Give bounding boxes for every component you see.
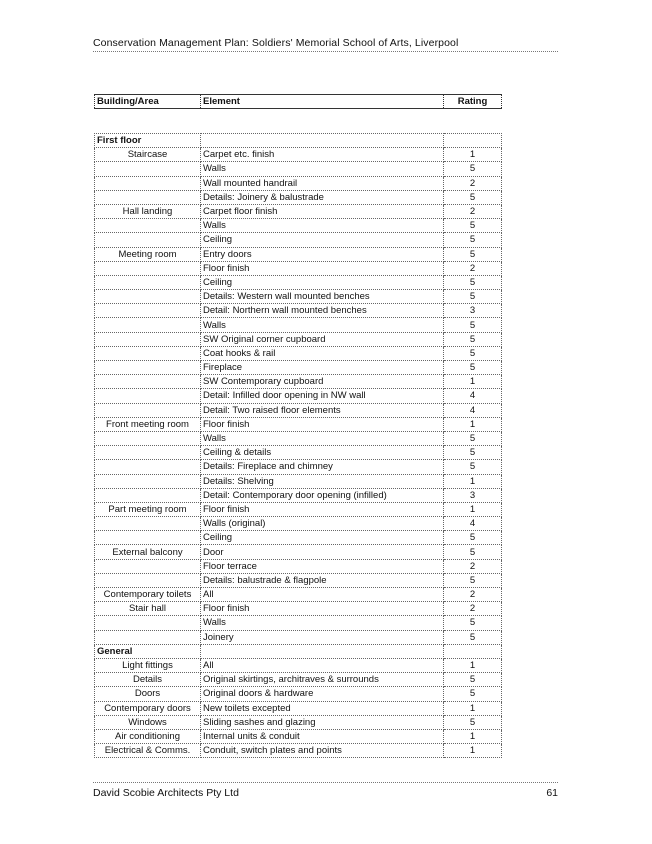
- table-row: [95, 190, 502, 204]
- table-row: [95, 417, 502, 431]
- element-cell: Carpet etc. finish: [201, 148, 444, 162]
- element-cell: SW Contemporary cupboard: [201, 375, 444, 389]
- element-cell: Details: balustrade & flagpole: [201, 573, 444, 587]
- element-cell: Floor finish: [201, 602, 444, 616]
- area-cell: [95, 190, 201, 204]
- rating-cell: 5: [444, 687, 502, 701]
- area-cell: Windows: [95, 715, 201, 729]
- element-cell: Floor finish: [201, 417, 444, 431]
- element-cell: All: [201, 588, 444, 602]
- column-header-rating: Rating: [444, 95, 502, 109]
- area-cell: [95, 332, 201, 346]
- area-cell: [95, 346, 201, 360]
- table-row: [95, 460, 502, 474]
- column-header-row: [95, 95, 502, 109]
- element-cell: Ceiling: [201, 275, 444, 289]
- table-row: [95, 389, 502, 403]
- table-row: [95, 729, 502, 743]
- area-cell: [95, 233, 201, 247]
- area-cell: [95, 261, 201, 275]
- rating-cell: 2: [444, 559, 502, 573]
- element-cell: Wall mounted handrail: [201, 176, 444, 190]
- element-cell: Floor terrace: [201, 559, 444, 573]
- ratings-table-body: [95, 134, 502, 758]
- rating-cell: 2: [444, 261, 502, 275]
- table-row: [95, 531, 502, 545]
- element-cell: Original skirtings, architraves & surrounds: [201, 673, 444, 687]
- area-cell: Light fittings: [95, 658, 201, 672]
- table-row: [95, 247, 502, 261]
- table-row: [95, 318, 502, 332]
- area-cell: [95, 389, 201, 403]
- area-cell: [95, 488, 201, 502]
- table-row: [95, 233, 502, 247]
- rating-cell: 5: [444, 247, 502, 261]
- area-cell: [95, 559, 201, 573]
- rating-cell: 5: [444, 431, 502, 445]
- table-row: [95, 375, 502, 389]
- rating-cell: 5: [444, 616, 502, 630]
- table-row: [95, 474, 502, 488]
- rating-cell: 1: [444, 502, 502, 516]
- element-cell: Ceiling: [201, 531, 444, 545]
- rating-cell: 4: [444, 389, 502, 403]
- rating-cell: 5: [444, 545, 502, 559]
- section-row: [95, 644, 502, 658]
- table-row: [95, 304, 502, 318]
- rating-cell: 2: [444, 588, 502, 602]
- area-cell: Hall landing: [95, 204, 201, 218]
- rating-cell: 3: [444, 304, 502, 318]
- rating-cell: 4: [444, 517, 502, 531]
- element-cell: Walls: [201, 162, 444, 176]
- table-row: [95, 162, 502, 176]
- element-cell: Walls: [201, 616, 444, 630]
- area-cell: [95, 176, 201, 190]
- rating-cell: [444, 134, 502, 148]
- rating-cell: 1: [444, 744, 502, 758]
- rating-cell: 5: [444, 233, 502, 247]
- element-cell: Ceiling: [201, 233, 444, 247]
- area-cell: [95, 446, 201, 460]
- element-cell: SW Original corner cupboard: [201, 332, 444, 346]
- element-cell: [201, 644, 444, 658]
- area-cell: [95, 290, 201, 304]
- area-cell: [95, 630, 201, 644]
- rating-cell: 2: [444, 204, 502, 218]
- table-row: [95, 687, 502, 701]
- rating-cell: 1: [444, 148, 502, 162]
- element-cell: Door: [201, 545, 444, 559]
- element-cell: Details: Shelving: [201, 474, 444, 488]
- area-cell: [95, 431, 201, 445]
- area-cell: [95, 531, 201, 545]
- rating-cell: 5: [444, 190, 502, 204]
- element-cell: Joinery: [201, 630, 444, 644]
- rating-cell: 5: [444, 460, 502, 474]
- area-cell: First floor: [95, 134, 201, 148]
- element-cell: Internal units & conduit: [201, 729, 444, 743]
- table-row: [95, 446, 502, 460]
- table-row: [95, 403, 502, 417]
- area-cell: Electrical & Comms.: [95, 744, 201, 758]
- table-row: [95, 517, 502, 531]
- rating-cell: 1: [444, 658, 502, 672]
- page-header: Conservation Management Plan: Soldiers' Memorial School of Arts, Liverpool: [93, 37, 558, 52]
- area-cell: External balcony: [95, 545, 201, 559]
- table-row: [95, 332, 502, 346]
- element-cell: Original doors & hardware: [201, 687, 444, 701]
- rating-cell: 5: [444, 361, 502, 375]
- column-header-building: Building/Area: [95, 95, 201, 109]
- element-cell: Fireplace: [201, 361, 444, 375]
- area-cell: [95, 517, 201, 531]
- area-cell: Stair hall: [95, 602, 201, 616]
- rating-cell: 5: [444, 673, 502, 687]
- element-cell: Entry doors: [201, 247, 444, 261]
- element-cell: Detail: Two raised floor elements: [201, 403, 444, 417]
- table-row: [95, 431, 502, 445]
- rating-cell: 4: [444, 403, 502, 417]
- area-cell: Details: [95, 673, 201, 687]
- area-cell: [95, 318, 201, 332]
- rating-cell: 5: [444, 531, 502, 545]
- rating-cell: 5: [444, 219, 502, 233]
- rating-cell: 3: [444, 488, 502, 502]
- table-row: [95, 559, 502, 573]
- area-cell: Front meeting room: [95, 417, 201, 431]
- rating-cell: 5: [444, 332, 502, 346]
- element-cell: Floor finish: [201, 261, 444, 275]
- table-row: [95, 602, 502, 616]
- table-row: [95, 148, 502, 162]
- table-row: [95, 176, 502, 190]
- rating-cell: [444, 644, 502, 658]
- area-cell: [95, 616, 201, 630]
- area-cell: Staircase: [95, 148, 201, 162]
- rating-cell: 5: [444, 630, 502, 644]
- table-row: [95, 658, 502, 672]
- table-row: [95, 588, 502, 602]
- column-header-table: [94, 94, 502, 109]
- area-cell: [95, 361, 201, 375]
- area-cell: [95, 304, 201, 318]
- element-cell: Walls (original): [201, 517, 444, 531]
- table-row: [95, 673, 502, 687]
- element-cell: Carpet floor finish: [201, 204, 444, 218]
- area-cell: [95, 275, 201, 289]
- rating-cell: 5: [444, 162, 502, 176]
- element-cell: [201, 134, 444, 148]
- element-cell: Coat hooks & rail: [201, 346, 444, 360]
- rating-cell: 5: [444, 446, 502, 460]
- area-cell: Contemporary doors: [95, 701, 201, 715]
- ratings-table: [94, 133, 502, 758]
- rating-cell: 1: [444, 701, 502, 715]
- area-cell: [95, 474, 201, 488]
- table-row: [95, 573, 502, 587]
- element-cell: Details: Fireplace and chimney: [201, 460, 444, 474]
- element-cell: Walls: [201, 318, 444, 332]
- area-cell: [95, 573, 201, 587]
- element-cell: Detail: Infilled door opening in NW wall: [201, 389, 444, 403]
- rating-cell: 1: [444, 375, 502, 389]
- element-cell: Detail: Northern wall mounted benches: [201, 304, 444, 318]
- area-cell: [95, 375, 201, 389]
- element-cell: Walls: [201, 219, 444, 233]
- table-row: [95, 275, 502, 289]
- area-cell: General: [95, 644, 201, 658]
- area-cell: [95, 403, 201, 417]
- table-row: [95, 361, 502, 375]
- table-row: [95, 261, 502, 275]
- area-cell: [95, 162, 201, 176]
- rating-cell: 2: [444, 176, 502, 190]
- rating-cell: 5: [444, 275, 502, 289]
- rating-cell: 1: [444, 474, 502, 488]
- table-row: [95, 488, 502, 502]
- section-row: [95, 134, 502, 148]
- table-row: [95, 616, 502, 630]
- table-row: [95, 630, 502, 644]
- rating-cell: 1: [444, 729, 502, 743]
- area-cell: Part meeting room: [95, 502, 201, 516]
- element-cell: Ceiling & details: [201, 446, 444, 460]
- footer-company: David Scobie Architects Pty Ltd: [93, 787, 239, 799]
- area-cell: [95, 219, 201, 233]
- element-cell: Conduit, switch plates and points: [201, 744, 444, 758]
- rating-cell: 5: [444, 715, 502, 729]
- rating-cell: 5: [444, 346, 502, 360]
- table-row: [95, 290, 502, 304]
- element-cell: Floor finish: [201, 502, 444, 516]
- table-row: [95, 744, 502, 758]
- rating-cell: 2: [444, 602, 502, 616]
- page-number: 61: [546, 787, 558, 799]
- table-row: [95, 715, 502, 729]
- area-cell: Doors: [95, 687, 201, 701]
- area-cell: Contemporary toilets: [95, 588, 201, 602]
- element-cell: Details: Joinery & balustrade: [201, 190, 444, 204]
- element-cell: Details: Western wall mounted benches: [201, 290, 444, 304]
- rating-cell: 5: [444, 290, 502, 304]
- column-header-element: Element: [201, 95, 444, 109]
- table-row: [95, 204, 502, 218]
- area-cell: Meeting room: [95, 247, 201, 261]
- page-footer: [93, 782, 558, 799]
- element-cell: All: [201, 658, 444, 672]
- table-row: [95, 502, 502, 516]
- area-cell: [95, 460, 201, 474]
- table-row: [95, 545, 502, 559]
- rating-cell: 1: [444, 417, 502, 431]
- element-cell: Sliding sashes and glazing: [201, 715, 444, 729]
- element-cell: Walls: [201, 431, 444, 445]
- area-cell: Air conditioning: [95, 729, 201, 743]
- table-row: [95, 219, 502, 233]
- element-cell: New toilets excepted: [201, 701, 444, 715]
- table-row: [95, 346, 502, 360]
- element-cell: Detail: Contemporary door opening (infilled): [201, 488, 444, 502]
- rating-cell: 5: [444, 573, 502, 587]
- rating-cell: 5: [444, 318, 502, 332]
- table-row: [95, 701, 502, 715]
